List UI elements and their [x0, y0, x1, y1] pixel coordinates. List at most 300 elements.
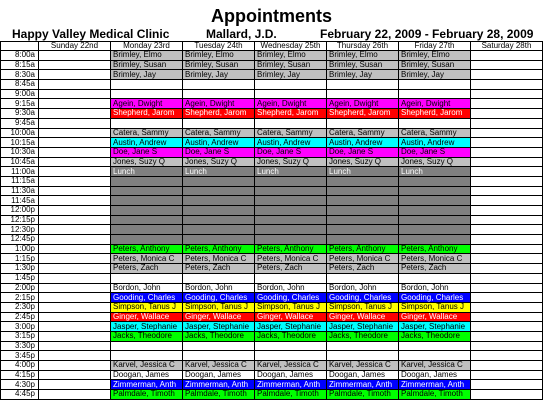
- appointment-cell[interactable]: Zimmerman, Anth: [399, 380, 471, 390]
- appointment-cell[interactable]: Ginger, Wallace: [399, 312, 471, 322]
- empty-day-cell[interactable]: [471, 176, 543, 186]
- empty-day-cell[interactable]: [471, 283, 543, 293]
- appointment-cell[interactable]: Peters, Anthony: [399, 244, 471, 254]
- appointment-cell[interactable]: Peters, Anthony: [327, 244, 399, 254]
- empty-day-cell[interactable]: [471, 157, 543, 167]
- appointment-cell[interactable]: Austin, Andrew: [183, 138, 255, 148]
- appointment-cell[interactable]: Lunch: [183, 167, 255, 177]
- appointment-cell[interactable]: Brimley, Elmo: [183, 51, 255, 61]
- empty-day-cell[interactable]: [39, 331, 111, 341]
- time-label: 10:00a: [1, 128, 39, 138]
- appointment-cell[interactable]: Doogan, James: [327, 370, 399, 380]
- time-slot-row: [1, 361, 543, 371]
- time-header: [1, 42, 39, 51]
- time-label: 9:00a: [1, 89, 39, 99]
- appointment-cell[interactable]: Brimley, Susan: [255, 60, 327, 70]
- appointment-cell[interactable]: [183, 225, 255, 235]
- empty-day-cell[interactable]: [471, 89, 543, 99]
- appointment-cell[interactable]: [327, 196, 399, 206]
- appointment-cell[interactable]: [111, 273, 183, 283]
- appointment-cell[interactable]: Karvel, Jessica C: [111, 361, 183, 371]
- time-label: 9:45a: [1, 118, 39, 128]
- time-slot-row: [1, 157, 543, 167]
- empty-day-cell[interactable]: [39, 89, 111, 99]
- appointment-cell[interactable]: Simpson, Tanus J: [399, 302, 471, 312]
- appointment-cell[interactable]: Austin, Andrew: [255, 138, 327, 148]
- appointment-cell[interactable]: Gooding, Charles: [327, 293, 399, 303]
- appointment-cell[interactable]: [255, 215, 327, 225]
- appointment-cell[interactable]: Zimmerman, Anth: [111, 380, 183, 390]
- time-slot-row: [1, 390, 543, 400]
- appointment-cell[interactable]: Lunch: [399, 167, 471, 177]
- time-slot-row: [1, 312, 543, 322]
- appointment-cell[interactable]: Brimley, Jay: [399, 70, 471, 80]
- time-slot-row: [1, 331, 543, 341]
- time-label: 9:30a: [1, 109, 39, 119]
- appointment-cell[interactable]: Ginger, Wallace: [255, 312, 327, 322]
- appointment-cell[interactable]: Brimley, Jay: [183, 70, 255, 80]
- appointment-cell[interactable]: Peters, Zach: [111, 264, 183, 274]
- appointment-cell[interactable]: Karvel, Jessica C: [183, 361, 255, 371]
- empty-day-cell[interactable]: [39, 70, 111, 80]
- appointment-cell[interactable]: [111, 196, 183, 206]
- time-slot-row: [1, 128, 543, 138]
- appointment-cell[interactable]: [327, 351, 399, 361]
- appointment-cell[interactable]: [255, 89, 327, 99]
- appointment-cell[interactable]: [183, 186, 255, 196]
- appointment-cell[interactable]: Ginger, Wallace: [111, 312, 183, 322]
- appointment-cell[interactable]: [111, 225, 183, 235]
- appointment-cell[interactable]: Catera, Sammy: [111, 128, 183, 138]
- appointment-cell[interactable]: Doe, Jane S: [255, 147, 327, 157]
- appointment-cell[interactable]: [255, 118, 327, 128]
- page-title: Appointments: [211, 6, 332, 26]
- clinic-name: Happy Valley Medical Clinic: [12, 27, 170, 41]
- empty-day-cell[interactable]: [471, 235, 543, 245]
- appointment-cell[interactable]: Doe, Jane S: [399, 147, 471, 157]
- appointment-cell[interactable]: Peters, Monica C: [255, 254, 327, 264]
- appointment-cell[interactable]: Jasper, Stephanie: [183, 322, 255, 332]
- time-label: 11:00a: [1, 167, 39, 177]
- time-slot-row: [1, 60, 543, 70]
- empty-day-cell[interactable]: [39, 380, 111, 390]
- appointment-cell[interactable]: [327, 80, 399, 90]
- empty-day-cell[interactable]: [39, 283, 111, 293]
- appointment-cell[interactable]: Brimley, Susan: [111, 60, 183, 70]
- appointment-cell[interactable]: [399, 273, 471, 283]
- appointment-cell[interactable]: [399, 196, 471, 206]
- empty-day-cell[interactable]: [39, 312, 111, 322]
- appointment-cell[interactable]: Doogan, James: [399, 370, 471, 380]
- empty-day-cell[interactable]: [471, 380, 543, 390]
- empty-day-cell[interactable]: [39, 167, 111, 177]
- appointment-cell[interactable]: Ginger, Wallace: [327, 312, 399, 322]
- appointment-cell[interactable]: [111, 176, 183, 186]
- empty-day-cell[interactable]: [39, 341, 111, 351]
- appointment-cell[interactable]: Doogan, James: [183, 370, 255, 380]
- appointment-cell[interactable]: [111, 341, 183, 351]
- appointment-cell[interactable]: Peters, Zach: [255, 264, 327, 274]
- appointment-cell[interactable]: [183, 206, 255, 216]
- empty-day-cell[interactable]: [39, 215, 111, 225]
- empty-day-cell[interactable]: [471, 225, 543, 235]
- appointment-cell[interactable]: [399, 206, 471, 216]
- appointment-cell[interactable]: [183, 215, 255, 225]
- appointment-cell[interactable]: Peters, Zach: [399, 264, 471, 274]
- empty-day-cell[interactable]: [471, 341, 543, 351]
- appointment-cell[interactable]: Brimley, Elmo: [327, 51, 399, 61]
- day-header: Thursday 26th: [327, 42, 399, 51]
- empty-day-cell[interactable]: [39, 302, 111, 312]
- appointment-cell[interactable]: Doe, Jane S: [327, 147, 399, 157]
- time-slot-row: [1, 206, 543, 216]
- appointment-cell[interactable]: Agein, Dwight: [399, 99, 471, 109]
- appointment-cell[interactable]: [255, 176, 327, 186]
- empty-day-cell[interactable]: [39, 293, 111, 303]
- empty-day-cell[interactable]: [471, 60, 543, 70]
- appointment-cell[interactable]: Gooding, Charles: [399, 293, 471, 303]
- appointment-cell[interactable]: [111, 351, 183, 361]
- empty-day-cell[interactable]: [39, 176, 111, 186]
- appointment-cell[interactable]: Palmdale, Timoth: [255, 390, 327, 400]
- appointment-cell[interactable]: [183, 235, 255, 245]
- time-slot-row: [1, 167, 543, 177]
- time-label: 10:30a: [1, 147, 39, 157]
- empty-day-cell[interactable]: [471, 370, 543, 380]
- appointment-cell[interactable]: Bordon, John: [327, 283, 399, 293]
- appointment-cell[interactable]: [255, 196, 327, 206]
- appointment-cell[interactable]: Brimley, Elmo: [111, 51, 183, 61]
- empty-day-cell[interactable]: [39, 225, 111, 235]
- appointment-cell[interactable]: Jasper, Stephanie: [111, 322, 183, 332]
- appointment-cell[interactable]: Peters, Zach: [183, 264, 255, 274]
- appointment-cell[interactable]: Palmdale, Timoth: [327, 390, 399, 400]
- appointment-cell[interactable]: Brimley, Elmo: [255, 51, 327, 61]
- empty-day-cell[interactable]: [471, 390, 543, 400]
- appointment-cell[interactable]: [327, 225, 399, 235]
- time-label: 2:45p: [1, 312, 39, 322]
- appointment-cell[interactable]: [255, 80, 327, 90]
- appointment-cell[interactable]: [183, 176, 255, 186]
- empty-day-cell[interactable]: [39, 322, 111, 332]
- empty-day-cell[interactable]: [39, 109, 111, 119]
- appointment-cell[interactable]: [111, 80, 183, 90]
- empty-day-cell[interactable]: [471, 70, 543, 80]
- appointment-cell[interactable]: Jacks, Theodore: [327, 331, 399, 341]
- appointment-cell[interactable]: [183, 118, 255, 128]
- appointment-cell[interactable]: Simpson, Tanus J: [183, 302, 255, 312]
- empty-day-cell[interactable]: [39, 244, 111, 254]
- appointment-cell[interactable]: Jones, Suzy Q: [111, 157, 183, 167]
- appointment-cell[interactable]: Brimley, Susan: [183, 60, 255, 70]
- empty-day-cell[interactable]: [39, 370, 111, 380]
- time-slot-row: [1, 235, 543, 245]
- appointment-cell[interactable]: Gooding, Charles: [255, 293, 327, 303]
- appointment-cell[interactable]: [399, 215, 471, 225]
- empty-day-cell[interactable]: [471, 128, 543, 138]
- empty-day-cell[interactable]: [39, 361, 111, 371]
- appointment-cell[interactable]: Shepherd, Jarom: [111, 109, 183, 119]
- empty-day-cell[interactable]: [471, 244, 543, 254]
- appointment-cell[interactable]: [327, 273, 399, 283]
- appointment-cell[interactable]: [183, 89, 255, 99]
- appointment-cell[interactable]: Simpson, Tanus J: [111, 302, 183, 312]
- empty-day-cell[interactable]: [471, 302, 543, 312]
- empty-day-cell[interactable]: [471, 264, 543, 274]
- time-slot-row: [1, 302, 543, 312]
- appointment-cell[interactable]: Doe, Jane S: [111, 147, 183, 157]
- appointment-cell[interactable]: Catera, Sammy: [183, 128, 255, 138]
- appointment-cell[interactable]: Agein, Dwight: [327, 99, 399, 109]
- empty-day-cell[interactable]: [39, 186, 111, 196]
- appointment-cell[interactable]: Jasper, Stephanie: [255, 322, 327, 332]
- appointment-cell[interactable]: [255, 235, 327, 245]
- appointment-cell[interactable]: Agein, Dwight: [111, 99, 183, 109]
- appointment-cell[interactable]: Bordon, John: [183, 283, 255, 293]
- empty-day-cell[interactable]: [39, 351, 111, 361]
- empty-day-cell[interactable]: [471, 99, 543, 109]
- appointment-cell[interactable]: [327, 215, 399, 225]
- appointment-cell[interactable]: Peters, Anthony: [183, 244, 255, 254]
- appointment-cell[interactable]: Palmdale, Timoth: [183, 390, 255, 400]
- appointment-cell[interactable]: Brimley, Jay: [111, 70, 183, 80]
- empty-day-cell[interactable]: [39, 157, 111, 167]
- time-slot-row: [1, 176, 543, 186]
- appointment-cell[interactable]: Peters, Monica C: [399, 254, 471, 264]
- time-label: 1:45p: [1, 273, 39, 283]
- appointment-cell[interactable]: Gooding, Charles: [183, 293, 255, 303]
- time-label: 3:30p: [1, 341, 39, 351]
- empty-day-cell[interactable]: [471, 109, 543, 119]
- appointment-cell[interactable]: Catera, Sammy: [255, 128, 327, 138]
- empty-day-cell[interactable]: [471, 138, 543, 148]
- empty-day-cell[interactable]: [471, 273, 543, 283]
- empty-day-cell[interactable]: [39, 99, 111, 109]
- time-slot-row: [1, 99, 543, 109]
- appointment-cell[interactable]: Doe, Jane S: [183, 147, 255, 157]
- appointment-cell[interactable]: Jasper, Stephanie: [399, 322, 471, 332]
- time-label: 3:15p: [1, 331, 39, 341]
- empty-day-cell[interactable]: [471, 118, 543, 128]
- empty-day-cell[interactable]: [471, 147, 543, 157]
- appointment-cell[interactable]: Peters, Monica C: [111, 254, 183, 264]
- time-slot-row: [1, 322, 543, 332]
- appointment-cell[interactable]: [399, 186, 471, 196]
- appointment-cell[interactable]: Ginger, Wallace: [183, 312, 255, 322]
- day-header: Tuesday 24th: [183, 42, 255, 51]
- appointment-cell[interactable]: Shepherd, Jarom: [255, 109, 327, 119]
- empty-day-cell[interactable]: [39, 80, 111, 90]
- date-range: February 22, 2009 - February 28, 2009: [320, 27, 534, 41]
- appointment-cell[interactable]: [255, 351, 327, 361]
- appointment-cell[interactable]: Jacks, Theodore: [399, 331, 471, 341]
- appointment-cell[interactable]: Lunch: [111, 167, 183, 177]
- appointment-cell[interactable]: Jasper, Stephanie: [327, 322, 399, 332]
- time-slot-row: [1, 225, 543, 235]
- appointment-cell[interactable]: Brimley, Susan: [399, 60, 471, 70]
- appointment-cell[interactable]: [183, 351, 255, 361]
- empty-day-cell[interactable]: [471, 351, 543, 361]
- appointment-cell[interactable]: [183, 196, 255, 206]
- appointment-cell[interactable]: Jones, Suzy Q: [327, 157, 399, 167]
- appointment-cell[interactable]: Zimmerman, Anth: [327, 380, 399, 390]
- empty-day-cell[interactable]: [39, 51, 111, 61]
- time-label: 12:45p: [1, 235, 39, 245]
- empty-day-cell[interactable]: [471, 167, 543, 177]
- appointment-cell[interactable]: Simpson, Tanus J: [327, 302, 399, 312]
- time-slot-row: [1, 341, 543, 351]
- appointment-cell[interactable]: Jacks, Theodore: [111, 331, 183, 341]
- time-slot-row: [1, 186, 543, 196]
- appointment-cell[interactable]: [399, 176, 471, 186]
- time-label: 8:00a: [1, 51, 39, 61]
- appointment-cell[interactable]: [327, 341, 399, 351]
- empty-day-cell[interactable]: [471, 312, 543, 322]
- empty-day-cell[interactable]: [39, 118, 111, 128]
- appointment-cell[interactable]: Simpson, Tanus J: [255, 302, 327, 312]
- time-label: 8:45a: [1, 80, 39, 90]
- appointment-cell[interactable]: [399, 80, 471, 90]
- appointment-cell[interactable]: Catera, Sammy: [399, 128, 471, 138]
- appointment-cell[interactable]: Austin, Andrew: [399, 138, 471, 148]
- empty-day-cell[interactable]: [471, 80, 543, 90]
- doctor-name: Mallard, J.D.: [206, 27, 277, 41]
- appointment-cell[interactable]: [255, 341, 327, 351]
- empty-day-cell[interactable]: [39, 196, 111, 206]
- appointment-cell[interactable]: [255, 273, 327, 283]
- appointment-cell[interactable]: [327, 89, 399, 99]
- appointment-cell[interactable]: [111, 206, 183, 216]
- appointment-cell[interactable]: [255, 206, 327, 216]
- appointment-cell[interactable]: [327, 235, 399, 245]
- day-header: Friday 27th: [399, 42, 471, 51]
- empty-day-cell[interactable]: [471, 186, 543, 196]
- appointment-cell[interactable]: [255, 225, 327, 235]
- empty-day-cell[interactable]: [39, 273, 111, 283]
- appointment-cell[interactable]: Bordon, John: [399, 283, 471, 293]
- appointment-cell[interactable]: Jacks, Theodore: [183, 331, 255, 341]
- empty-day-cell[interactable]: [471, 206, 543, 216]
- appointment-cell[interactable]: Jones, Suzy Q: [255, 157, 327, 167]
- time-label: 11:45a: [1, 196, 39, 206]
- appointment-cell[interactable]: Shepherd, Jarom: [399, 109, 471, 119]
- appointment-cell[interactable]: [327, 176, 399, 186]
- appointment-cell[interactable]: [327, 118, 399, 128]
- time-label: 3:00p: [1, 322, 39, 332]
- appointment-cell[interactable]: Zimmerman, Anth: [183, 380, 255, 390]
- appointment-cell[interactable]: Gooding, Charles: [111, 293, 183, 303]
- appointment-cell[interactable]: Bordon, John: [255, 283, 327, 293]
- appointment-cell[interactable]: Catera, Sammy: [327, 128, 399, 138]
- appointment-cell[interactable]: Bordon, John: [111, 283, 183, 293]
- time-label: 4:15p: [1, 370, 39, 380]
- appointment-cell[interactable]: [111, 118, 183, 128]
- day-header: Sunday 22nd: [39, 42, 111, 51]
- appointment-cell[interactable]: Peters, Anthony: [111, 244, 183, 254]
- appointment-cell[interactable]: Brimley, Elmo: [399, 51, 471, 61]
- appointment-cell[interactable]: Brimley, Jay: [327, 70, 399, 80]
- appointment-cell[interactable]: Agein, Dwight: [255, 99, 327, 109]
- time-slot-row: [1, 70, 543, 80]
- appointment-cell[interactable]: Karvel, Jessica C: [327, 361, 399, 371]
- appointment-cell[interactable]: Peters, Monica C: [327, 254, 399, 264]
- time-slot-row: [1, 380, 543, 390]
- appointment-cell[interactable]: Peters, Zach: [327, 264, 399, 274]
- appointment-cell[interactable]: Jacks, Theodore: [255, 331, 327, 341]
- appointment-cell[interactable]: Brimley, Susan: [327, 60, 399, 70]
- appointment-cell[interactable]: [399, 341, 471, 351]
- appointment-cell[interactable]: Brimley, Jay: [255, 70, 327, 80]
- empty-day-cell[interactable]: [471, 331, 543, 341]
- appointment-cell[interactable]: Lunch: [327, 167, 399, 177]
- empty-day-cell[interactable]: [471, 322, 543, 332]
- appointment-cell[interactable]: [183, 341, 255, 351]
- appointment-cell[interactable]: Jones, Suzy Q: [183, 157, 255, 167]
- appointment-cell[interactable]: [111, 89, 183, 99]
- appointment-cell[interactable]: Doogan, James: [111, 370, 183, 380]
- appointment-cell[interactable]: Shepherd, Jarom: [327, 109, 399, 119]
- appointment-cell[interactable]: Lunch: [255, 167, 327, 177]
- empty-day-cell[interactable]: [471, 361, 543, 371]
- empty-day-cell[interactable]: [471, 293, 543, 303]
- empty-day-cell[interactable]: [471, 215, 543, 225]
- empty-day-cell[interactable]: [39, 147, 111, 157]
- appointment-cell[interactable]: [399, 225, 471, 235]
- appointment-cell[interactable]: Jones, Suzy Q: [399, 157, 471, 167]
- time-label: 11:30a: [1, 186, 39, 196]
- empty-day-cell[interactable]: [39, 206, 111, 216]
- appointment-cell[interactable]: [111, 186, 183, 196]
- appointment-cell[interactable]: [399, 89, 471, 99]
- empty-day-cell[interactable]: [39, 128, 111, 138]
- time-slot-row: [1, 138, 543, 148]
- appointment-cell[interactable]: Peters, Monica C: [183, 254, 255, 264]
- appointment-cell[interactable]: Peters, Anthony: [255, 244, 327, 254]
- appointment-cell[interactable]: Shepherd, Jarom: [183, 109, 255, 119]
- appointment-cell[interactable]: Zimmerman, Anth: [255, 380, 327, 390]
- appointment-cell[interactable]: [183, 273, 255, 283]
- appointment-cell[interactable]: [183, 80, 255, 90]
- appointment-cell[interactable]: [111, 235, 183, 245]
- empty-day-cell[interactable]: [39, 390, 111, 400]
- appointment-cell[interactable]: Karvel, Jessica C: [399, 361, 471, 371]
- empty-day-cell[interactable]: [39, 235, 111, 245]
- empty-day-cell[interactable]: [39, 254, 111, 264]
- empty-day-cell[interactable]: [471, 196, 543, 206]
- empty-day-cell[interactable]: [39, 60, 111, 70]
- appointment-cell[interactable]: [255, 186, 327, 196]
- appointment-cell[interactable]: Palmdale, Timoth: [111, 390, 183, 400]
- appointment-cell[interactable]: [327, 206, 399, 216]
- appointment-cell[interactable]: Agein, Dwight: [183, 99, 255, 109]
- appointment-cell[interactable]: [399, 118, 471, 128]
- appointment-cell[interactable]: Austin, Andrew: [327, 138, 399, 148]
- appointment-cell[interactable]: Palmdale, Timoth: [399, 390, 471, 400]
- empty-day-cell[interactable]: [39, 138, 111, 148]
- empty-day-cell[interactable]: [471, 51, 543, 61]
- empty-day-cell[interactable]: [39, 264, 111, 274]
- appointment-cell[interactable]: Doogan, James: [255, 370, 327, 380]
- empty-day-cell[interactable]: [471, 254, 543, 264]
- time-slot-row: [1, 215, 543, 225]
- appointment-cell[interactable]: Karvel, Jessica C: [255, 361, 327, 371]
- appointment-cell[interactable]: [111, 215, 183, 225]
- day-header: Monday 23rd: [111, 42, 183, 51]
- appointment-cell[interactable]: Austin, Andrew: [111, 138, 183, 148]
- appointment-cell[interactable]: [399, 235, 471, 245]
- appointment-cell[interactable]: [327, 186, 399, 196]
- appointment-cell[interactable]: [399, 351, 471, 361]
